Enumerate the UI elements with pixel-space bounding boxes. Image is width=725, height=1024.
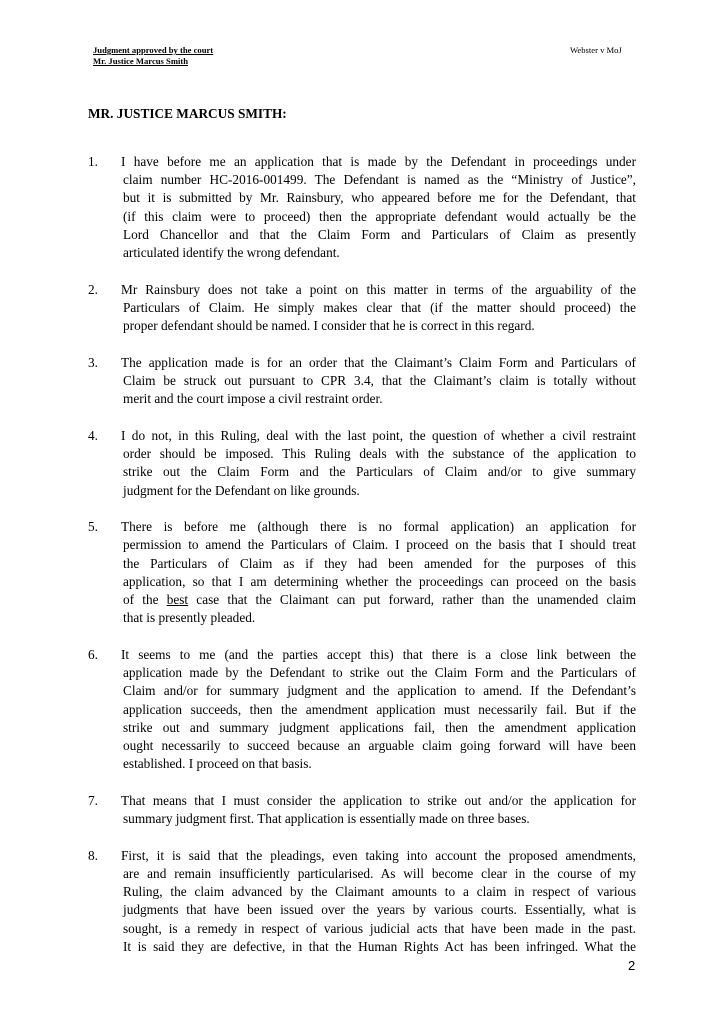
text-line: articulated identify the wrong defendant. (123, 245, 340, 261)
paragraph-number: 2. (88, 281, 98, 297)
text-line: (if this claim were to proceed) then the appropriate defendant would actually be the (123, 208, 636, 224)
text-line: Ruling, the claim advanced by the Claimant amounts to a claim in respect of various (123, 884, 636, 900)
text-line: but it is submitted by Mr. Rainsbury, who appeared before me for the Defendant, that (123, 190, 636, 206)
paragraph-text (88, 153, 636, 262)
paragraph-number: 3. (88, 354, 98, 370)
text-line: merit and the court impose a civil restraint order. (123, 391, 383, 407)
paragraph (88, 792, 636, 828)
text-line: Lord Chancellor and that the Claim Form and Particulars of Claim as presently (123, 226, 636, 242)
text-line: permission to amend the Particulars of Claim. I proceed on the basis that I should treat (123, 537, 636, 553)
paragraph-text (88, 281, 636, 336)
paragraph (88, 281, 636, 336)
text-line: First, it is said that the pleadings, even taking into account the proposed amendments, (121, 847, 636, 863)
page-number: 2 (628, 958, 636, 973)
paragraph-number: 5. (88, 519, 98, 535)
text-run: case that the Claimant can put forward, rather than the unamended claim (188, 592, 636, 608)
paragraph-number: 6. (88, 646, 98, 662)
paragraph (88, 646, 636, 773)
running-header-left (93, 45, 213, 67)
text-line: I do not, in this Ruling, deal with the last point, the question of whether a civil restraint (121, 427, 636, 443)
text-line: application, so that I am determining whether the proceedings can proceed on the basis (123, 573, 636, 589)
header-judge-name: Mr. Justice Marcus Smith (93, 56, 189, 66)
paragraph-number: 4. (88, 427, 98, 443)
text-line: I have before me an application that is made by the Defendant in proceedings under (121, 154, 636, 169)
text-line: That means that I must consider the application to strike out and/or the application for (121, 792, 636, 808)
paragraph (88, 847, 636, 956)
text-line: summary judgment first. That application is essentially made on three bases. (123, 811, 530, 827)
paragraph-number: 8. (88, 847, 98, 863)
paragraph (88, 427, 636, 500)
text-line: are and remain insufficiently particularised. As will become clear in the course of my (123, 866, 636, 881)
text-line: the Particulars of Claim as if they had been amended for the purposes of this (123, 555, 636, 571)
paragraph-text (88, 847, 636, 956)
paragraph (88, 518, 636, 627)
text-line: sought, is a remedy in respect of various judicial acts that have been made in the past. (123, 920, 636, 936)
text-line: proper defendant should be named. I consider that he is correct in this regard. (123, 318, 535, 334)
judge-heading: MR. JUSTICE MARCUS SMITH: (88, 106, 287, 121)
paragraph-text (88, 354, 636, 409)
paragraph (88, 354, 636, 409)
text-line: claim number HC-2016-001499. The Defendant is named as the “Ministry of Justice”, (123, 172, 636, 188)
text-line: that is presently pleaded. (123, 610, 256, 626)
text-line: Claim and/or for summary judgment and the application to amend. If the Defendant’s (123, 683, 636, 699)
header-judgment-label: Judgment approved by the court (93, 45, 214, 55)
text-line: judgments that have been issued over the years by various courts. Essentially, what is (123, 902, 636, 918)
text-line: order should be imposed. This Ruling deals with the substance of the application to (123, 446, 636, 462)
text-line: application made by the Defendant to strike out the Claim Form and the Particulars of (123, 665, 636, 681)
paragraph-text (88, 427, 636, 500)
paragraph-text (88, 646, 636, 773)
text-line (88, 591, 636, 609)
text-line: application succeeds, then the amendment application must necessarily fail. But if the (123, 701, 636, 717)
paragraph-number: 7. (88, 792, 98, 808)
text-line: strike out and summary judgment applications fail, then the amendment application (123, 719, 636, 735)
paragraph (88, 153, 636, 262)
text-line: The application made is for an order that the Claimant’s Claim Form and Particulars of (121, 354, 636, 370)
paragraph-text (88, 518, 636, 627)
text-line: judgment for the Defendant on like grounds. (123, 482, 360, 498)
text-run: of the (123, 592, 167, 608)
text-line: There is before me (although there is no formal application) an application for (121, 519, 636, 535)
judgment-body (88, 153, 636, 975)
text-line: Mr Rainsbury does not take a point on this matter in terms of the arguability of the (121, 281, 636, 297)
header-case-name: Webster v MoJ (570, 45, 622, 55)
text-line: ought necessarily to succeed because an arguable claim going forward will have been (123, 737, 636, 753)
text-line: It seems to me (and the parties accept this) that there is a close link between the (121, 646, 636, 662)
paragraph-number: 1. (88, 154, 98, 169)
text-line: Claim be struck out pursuant to CPR 3.4, that the Claimant’s claim is totally without (123, 373, 636, 389)
text-line: Particulars of Claim. He simply makes clear that (if the matter should proceed) the (123, 299, 636, 315)
text-line: established. I proceed on that basis. (123, 756, 312, 772)
underlined-word: best (166, 592, 189, 608)
text-line: strike out the Claim Form and the Particulars of Claim and/or to give summary (123, 464, 636, 480)
paragraph-text (88, 792, 636, 828)
text-line: It is said they are defective, in that the Human Rights Act has been infringed. What the (123, 938, 636, 954)
